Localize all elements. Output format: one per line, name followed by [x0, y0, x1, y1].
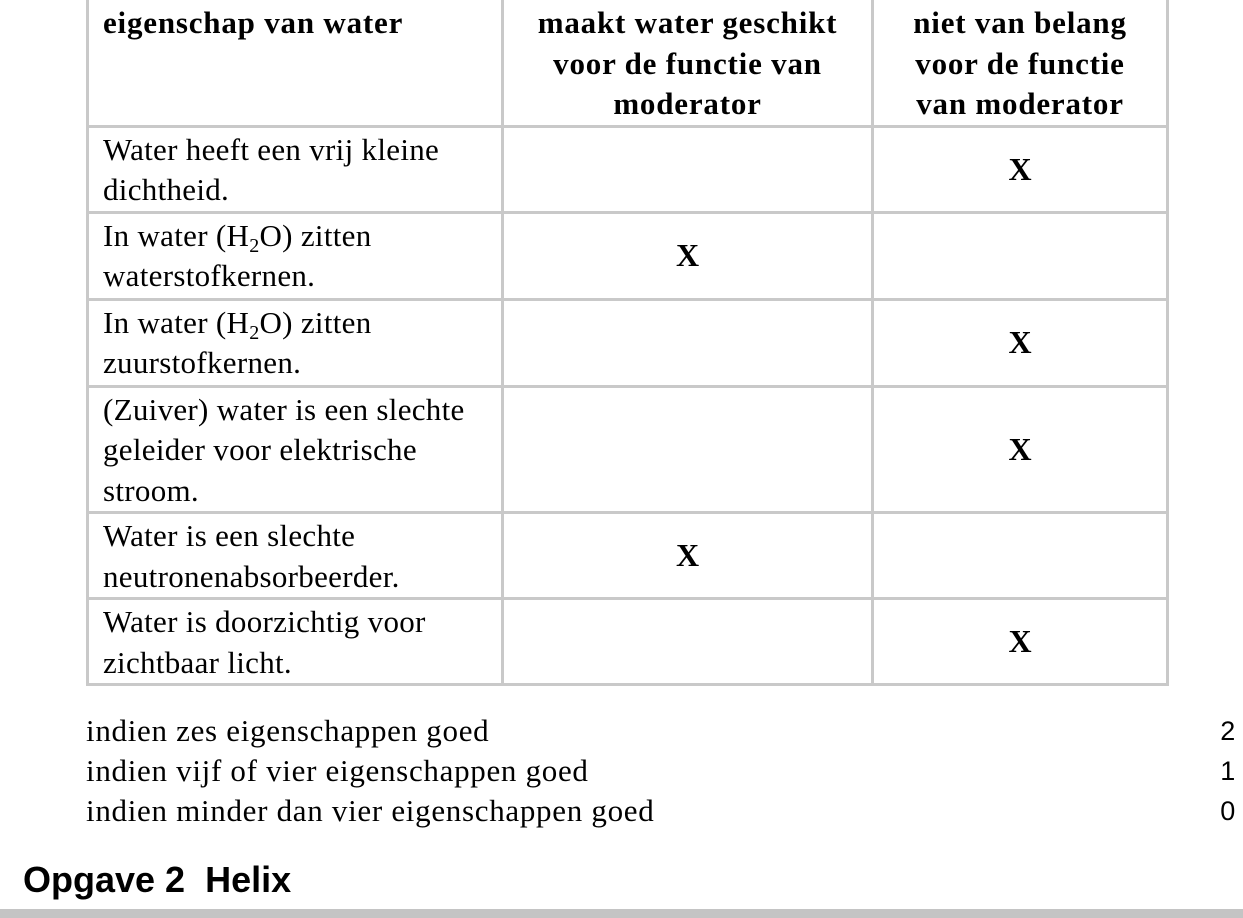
property-cell: Water heeft een vrij kleine dichtheid.: [88, 126, 503, 212]
answer-table: [86, 0, 1169, 686]
property-text: O) zitten waterstofkernen.: [103, 217, 372, 293]
scoring-row: [86, 711, 1236, 751]
niet-van-belang-cell: [873, 513, 1168, 599]
niet-van-belang-cell: X: [873, 386, 1168, 513]
table-row: [88, 599, 1168, 685]
property-cell: Water is doorzichtig voor zichtbaar licht.: [88, 599, 503, 685]
bottom-divider: [0, 909, 1243, 918]
property-text: O) zitten zuurstofkernen.: [103, 304, 372, 380]
section-heading: Opgave 2 Helix: [23, 859, 292, 900]
niet-van-belang-cell: X: [873, 599, 1168, 685]
header-eigenschap: eigenschap van water: [88, 0, 503, 126]
geschikt-cell: X: [503, 513, 873, 599]
geschikt-cell: [503, 599, 873, 685]
subscript: 2: [249, 234, 260, 257]
subscript: 2: [249, 321, 260, 344]
scoring-text: indien minder dan vier eigenschappen goed: [86, 793, 655, 828]
table-row: [88, 386, 1168, 513]
niet-van-belang-cell: X: [873, 299, 1168, 386]
table-header-row: [88, 0, 1168, 126]
table-row: [88, 299, 1168, 386]
geschikt-cell: [503, 386, 873, 513]
header-niet-van-belang: niet van belang voor de functie van moderator: [873, 0, 1168, 126]
property-cell: [88, 299, 503, 386]
scoring-text: indien vijf of vier eigenschappen goed: [86, 753, 589, 788]
property-text: In water (H: [103, 304, 250, 340]
table-row: [88, 513, 1168, 599]
header-geschikt: maakt water geschikt voor de functie van moderator: [503, 0, 873, 126]
scoring-list: [86, 711, 1236, 831]
geschikt-cell: [503, 299, 873, 386]
geschikt-cell: X: [503, 212, 873, 299]
property-cell: Water is een slechte neutronenabsorbeerder.: [88, 513, 503, 599]
scoring-points: 2: [1220, 716, 1236, 746]
scoring-row: [86, 751, 1236, 791]
scoring-row: [86, 791, 1236, 831]
scoring-points: 0: [1220, 796, 1236, 826]
property-cell: (Zuiver) water is een slechte geleider voor elektrische stroom.: [88, 386, 503, 513]
scoring-points: 1: [1220, 756, 1236, 786]
geschikt-cell: [503, 126, 873, 212]
niet-van-belang-cell: X: [873, 126, 1168, 212]
niet-van-belang-cell: [873, 212, 1168, 299]
property-cell: [88, 212, 503, 299]
table-row: [88, 126, 1168, 212]
property-text: In water (H: [103, 217, 250, 253]
scoring-text: indien zes eigenschappen goed: [86, 713, 490, 748]
table-row: [88, 212, 1168, 299]
